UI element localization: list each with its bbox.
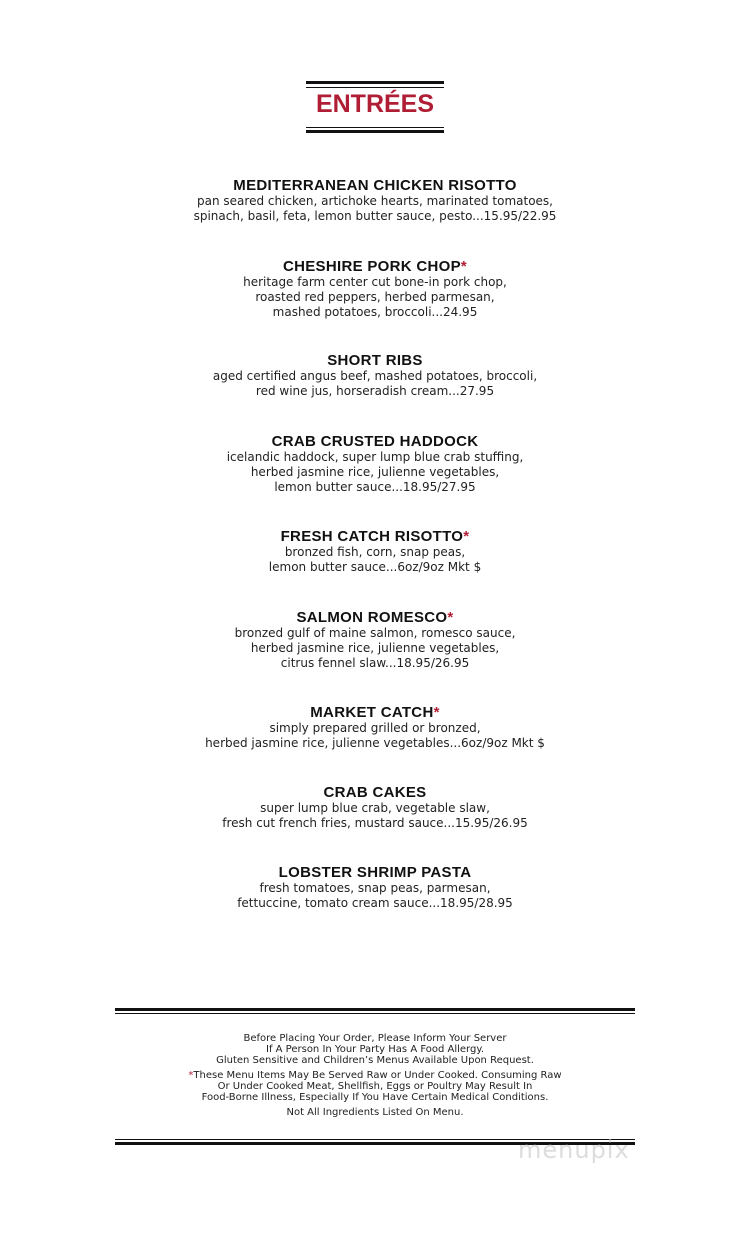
header-rule-top-thick <box>306 81 444 84</box>
item-name: MEDITERRANEAN CHICKEN RISOTTO <box>233 177 517 194</box>
item-description: bronzed gulf of maine salmon, romesco sauce, herbed jasmine rice, julienne vegetables, citrus fennel slaw...18.95/26.95 <box>234 626 516 670</box>
item-description: heritage farm center cut bone-in pork chop, roasted red peppers, herbed parmesan, mashed potatoes, broccoli...24.95 <box>243 275 507 319</box>
item-name: SHORT RIBS <box>327 352 423 369</box>
item-name: CHESHIRE PORK CHOP* <box>282 258 468 275</box>
header-rule-top-thin <box>306 87 444 88</box>
item-description: pan seared chicken, artichoke hearts, marinated tomatoes, spinach, basil, feta, lemon butter sauce, pesto...15.95/22.95 <box>193 194 557 223</box>
allergy-notice: Before Placing Your Order, Please Inform Your Server If A Person In Your Party Has A Food Allergy. Gluten Sensitive and Children’s Menus Available Upon Request. <box>216 1033 534 1066</box>
ingredients-notice: Not All Ingredients Listed On Menu. <box>286 1107 464 1118</box>
item-name: CRAB CAKES <box>323 784 427 801</box>
item-description: simply prepared grilled or bronzed, herbed jasmine rice, julienne vegetables...6oz/9oz Mkt $ <box>205 721 545 750</box>
item-description: bronzed fish, corn, snap peas, lemon butter sauce...6oz/9oz Mkt $ <box>268 545 482 574</box>
header-rule-bottom-thick <box>306 130 444 133</box>
watermark: menupix <box>518 1136 630 1164</box>
menu-item <box>0 258 750 320</box>
section-title: ENTRÉES <box>315 90 435 118</box>
item-description: fresh tomatoes, snap peas, parmesan, fettuccine, tomato cream sauce...18.95/28.95 <box>237 881 513 910</box>
item-name: MARKET CATCH* <box>310 704 440 721</box>
menu-item <box>0 352 750 399</box>
item-description: aged certified angus beef, mashed potatoes, broccoli, red wine jus, horseradish cream...27.95 <box>212 369 538 398</box>
menu-item <box>0 864 750 911</box>
menu-item <box>0 784 750 831</box>
item-description: super lump blue crab, vegetable slaw, fresh cut french fries, mustard sauce...15.95/26.95 <box>222 801 528 830</box>
footer-rule-top-thick <box>115 1008 635 1011</box>
header-rule-bottom-thin <box>306 127 444 128</box>
footer-rule-top-thin <box>115 1013 635 1014</box>
item-name: SALMON ROMESCO* <box>296 609 454 626</box>
footer-notice <box>0 1033 750 1122</box>
menu-item <box>0 177 750 224</box>
item-name: CRAB CRUSTED HADDOCK <box>271 433 479 450</box>
menu-item <box>0 433 750 495</box>
raw-notice: *These Menu Items May Be Served Raw or Under Cooked. Consuming Raw Or Under Cooked Meat, Shellfish, Eggs or Poultry May Result In Food-Borne Illness, Especially If You Have Certain Medical Conditions. <box>188 1070 562 1103</box>
item-description: icelandic haddock, super lump blue crab stuffing, herbed jasmine rice, julienne vegetables, lemon butter sauce...18.95/27.95 <box>226 450 524 494</box>
menu-item <box>0 528 750 575</box>
menu-item <box>0 609 750 671</box>
item-name: FRESH CATCH RISOTTO* <box>280 528 470 545</box>
menu-item <box>0 704 750 751</box>
item-name: LOBSTER SHRIMP PASTA <box>278 864 472 881</box>
